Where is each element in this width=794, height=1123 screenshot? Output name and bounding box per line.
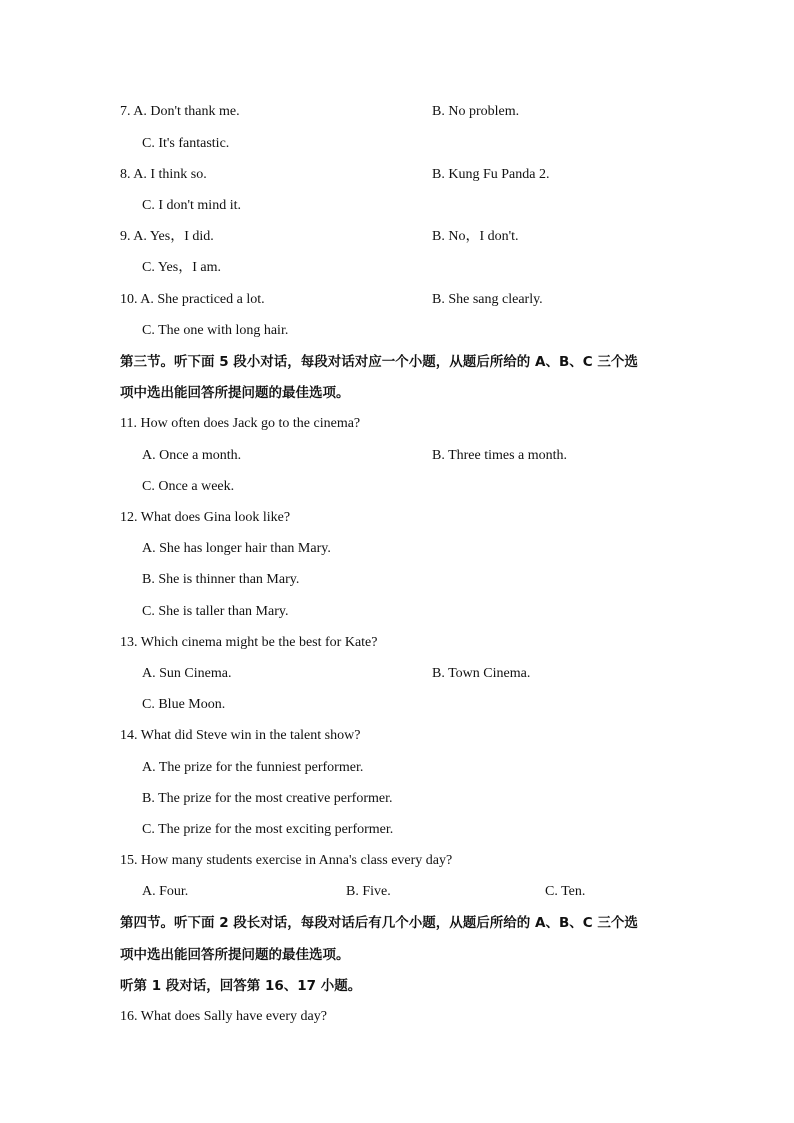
- q14-option-b: B. The prize for the most creative performer.: [142, 791, 393, 806]
- q9-option-a: 9. A. Yes，I did.: [120, 229, 214, 244]
- q12-question: 12. What does Gina look like?: [120, 510, 291, 525]
- q13-option-a: A. Sun Cinema.: [142, 666, 232, 681]
- q8-option-c: C. I don't mind it.: [142, 198, 241, 213]
- q15-option-b: B. Five.: [346, 884, 391, 899]
- q14-question: 14. What did Steve win in the talent show?: [120, 728, 361, 743]
- q9-option-c: C. Yes，I am.: [142, 260, 221, 275]
- q12-option-c: C. She is taller than Mary.: [142, 604, 289, 619]
- q11-option-c: C. Once a week.: [142, 479, 235, 494]
- q11-option-b: B. Three times a month.: [432, 448, 568, 463]
- q10-option-a: 10. A. She practiced a lot.: [120, 292, 265, 307]
- q11-option-a: A. Once a month.: [142, 448, 242, 463]
- q16-question: 16. What does Sally have every day?: [120, 1009, 327, 1024]
- q7-option-b: B. No problem.: [432, 104, 520, 119]
- section3-heading-line2: 项中选出能回答所提问题的最佳选项。: [120, 385, 350, 401]
- q13-question: 13. Which cinema might be the best for Kate?: [120, 635, 378, 650]
- q8-option-a: 8. A. I think so.: [120, 167, 207, 182]
- q10-option-b: B. She sang clearly.: [432, 292, 543, 307]
- section4-heading-line2: 项中选出能回答所提问题的最佳选项。: [120, 947, 350, 963]
- q13-option-b: B. Town Cinema.: [432, 666, 531, 681]
- q7-option-a: 7. A. Don't thank me.: [120, 104, 240, 119]
- section4-dialogue1-instruction: 听第 1 段对话，回答第 16、17 小题。: [120, 978, 362, 994]
- q7-option-c: C. It's fantastic.: [142, 136, 230, 151]
- q12-option-b: B. She is thinner than Mary.: [142, 572, 300, 587]
- q11-question: 11. How often does Jack go to the cinema?: [120, 416, 361, 431]
- q12-option-a: A. She has longer hair than Mary.: [142, 541, 331, 556]
- q10-option-c: C. The one with long hair.: [142, 323, 289, 338]
- q15-option-c: C. Ten.: [545, 884, 586, 899]
- q14-option-c: C. The prize for the most exciting performer.: [142, 822, 394, 837]
- q14-option-a: A. The prize for the funniest performer.: [142, 760, 364, 775]
- q15-question: 15. How many students exercise in Anna's class every day?: [120, 853, 453, 868]
- section3-heading-line1: 第三节。听下面 5 段小对话，每段对话对应一个小题，从题后所给的 A、B、C 三个选: [120, 354, 638, 370]
- q9-option-b: B. No，I don't.: [432, 229, 519, 244]
- q13-option-c: C. Blue Moon.: [142, 697, 226, 712]
- q15-option-a: A. Four.: [142, 884, 189, 899]
- q8-option-b: B. Kung Fu Panda 2.: [432, 167, 550, 182]
- section4-heading-line1: 第四节。听下面 2 段长对话，每段对话后有几个小题，从题后所给的 A、B、C 三个选: [120, 915, 638, 931]
